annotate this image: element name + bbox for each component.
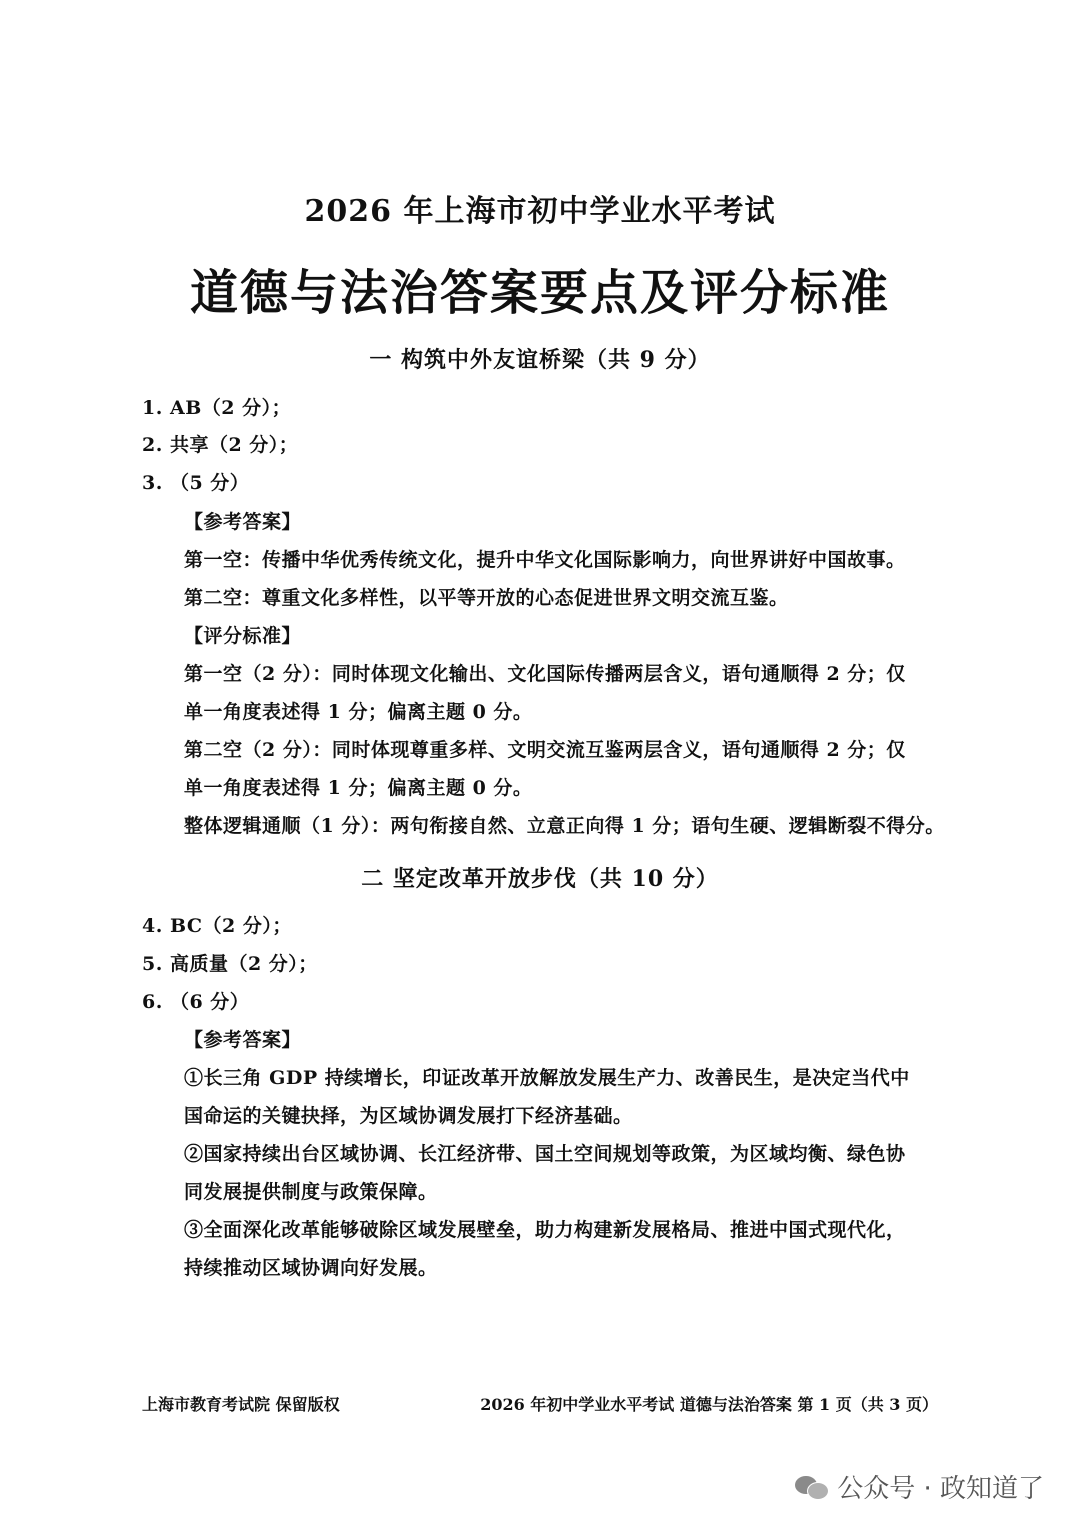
answer-line: 1. AB（2 分）； <box>142 397 292 419</box>
watermark-text: 公众号 · 政知道了 <box>837 1474 1044 1504</box>
reference-answer-label: 【参考答案】 <box>184 1029 302 1051</box>
answer-line: 3. （5 分） <box>142 472 250 494</box>
answer-line: 4. BC（2 分）； <box>142 915 292 937</box>
answer-line: ①长三角 GDP 持续增长，印证改革开放解放发展生产力、改善民生，是决定当代中 <box>184 1067 910 1089</box>
answer-line: 国命运的关键抉择，为区域协调发展打下经济基础。 <box>184 1105 633 1127</box>
answer-line: 第二空：尊重文化多样性，以平等开放的心态促进世界文明交流互鉴。 <box>184 587 789 609</box>
wechat-icon <box>795 1474 829 1500</box>
section-heading-2: 二 坚定改革开放步伐（共 10 分） <box>361 866 719 892</box>
watermark <box>795 1468 1044 1505</box>
answer-line: 5. 高质量（2 分）； <box>142 953 318 975</box>
exam-subtitle: 2026 年上海市初中学业水平考试 <box>304 194 776 229</box>
footer-copyright: 上海市教育考试院 保留版权 <box>142 1395 340 1414</box>
answer-line: 单一角度表述得 1 分；偏离主题 0 分。 <box>184 777 533 799</box>
answer-line: 单一角度表述得 1 分；偏离主题 0 分。 <box>184 701 533 723</box>
answer-line: 6. （6 分） <box>142 991 250 1013</box>
document-title: 道德与法治答案要点及评分标准 <box>189 265 890 321</box>
answer-line: 第一空（2 分）：同时体现文化输出、文化国际传播两层含义，语句通顺得 2 分；仅 <box>184 663 906 685</box>
answer-line: ③全面深化改革能够破除区域发展壁垒，助力构建新发展格局、推进中国式现代化， <box>184 1219 906 1241</box>
answer-line: 整体逻辑通顺（1 分）：两句衔接自然、立意正向得 1 分；语句生硬、逻辑断裂不得分。 <box>184 815 945 837</box>
section-heading-1: 一 构筑中外友谊桥梁（共 9 分） <box>369 347 711 373</box>
answer-line: 第二空（2 分）：同时体现尊重多样、文明交流互鉴两层含义，语句通顺得 2 分；仅 <box>184 739 906 761</box>
answer-line: 持续推动区域协调向好发展。 <box>184 1257 438 1279</box>
footer-page-info: 2026 年初中学业水平考试 道德与法治答案 第 1 页（共 3 页） <box>480 1395 938 1414</box>
answer-line: 2. 共享（2 分）； <box>142 434 299 456</box>
reference-answer-label: 【参考答案】 <box>184 511 302 533</box>
answer-line: 第一空：传播中华优秀传统文化，提升中华文化国际影响力，向世界讲好中国故事。 <box>184 549 906 571</box>
scoring-criteria-label: 【评分标准】 <box>184 625 302 647</box>
answer-line: 同发展提供制度与政策保障。 <box>184 1181 438 1203</box>
answer-line: ②国家持续出台区域协调、长江经济带、国土空间规划等政策，为区域均衡、绿色协 <box>184 1143 906 1165</box>
